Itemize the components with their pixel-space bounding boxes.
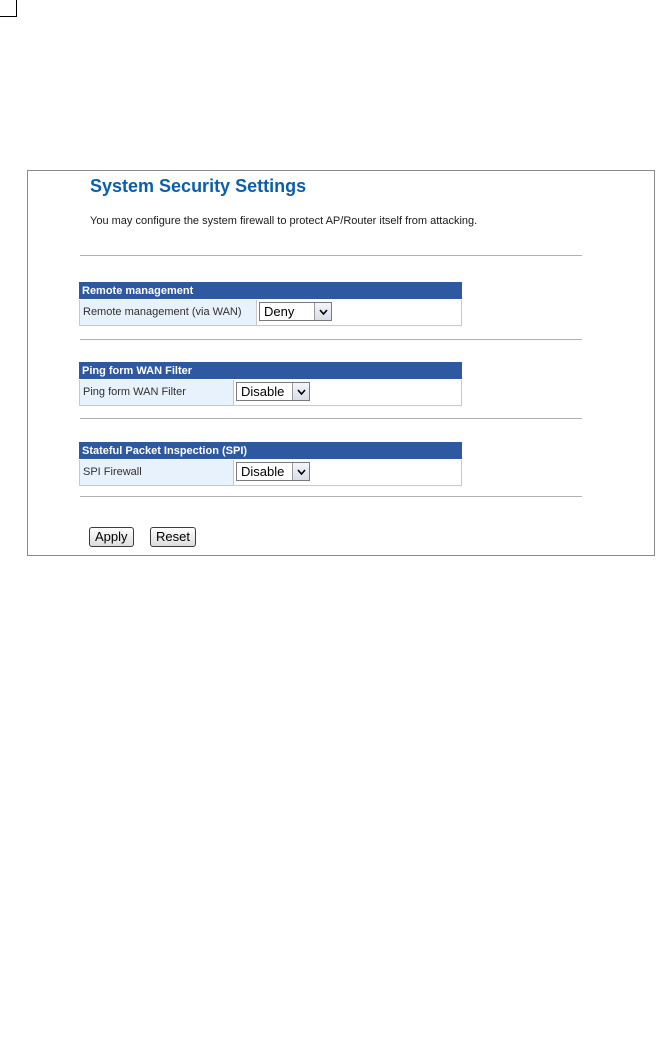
remote-management-select[interactable]: [259, 302, 332, 321]
section-header: Remote management: [79, 282, 462, 300]
remote-management-row: [79, 300, 462, 326]
screenshot-frame: [27, 170, 655, 556]
crop-mark-vertical: [16, 0, 17, 17]
chevron-down-icon[interactable]: [292, 463, 309, 480]
remote-management-section: [79, 282, 462, 326]
section-header: Ping form WAN Filter: [79, 362, 462, 380]
chevron-down-icon[interactable]: [292, 383, 309, 400]
ping-wan-filter-section: [79, 362, 462, 406]
remote-management-value-cell: [257, 300, 461, 325]
section-header: Stateful Packet Inspection (SPI): [79, 442, 462, 460]
spi-firewall-select[interactable]: [236, 462, 310, 481]
divider: [80, 339, 582, 340]
divider: [80, 255, 582, 256]
spi-firewall-value-cell: [234, 460, 461, 485]
ping-wan-filter-label: Ping form WAN Filter: [80, 380, 234, 405]
ping-wan-filter-select[interactable]: [236, 382, 310, 401]
reset-button[interactable]: Reset: [150, 527, 196, 547]
apply-button[interactable]: Apply: [89, 527, 134, 547]
remote-management-label: Remote management (via WAN): [80, 300, 257, 325]
spi-firewall-selected-value: Disable: [241, 464, 285, 479]
spi-section: [79, 442, 462, 486]
ping-wan-filter-value-cell: [234, 380, 461, 405]
divider: [80, 496, 582, 497]
divider: [80, 418, 582, 419]
page-description: You may configure the system firewall to protect AP/Router itself from attacking.: [90, 215, 478, 227]
ping-wan-filter-selected-value: Disable: [241, 384, 285, 399]
spi-firewall-label: SPI Firewall: [80, 460, 234, 485]
page-title: System Security Settings: [90, 176, 307, 196]
remote-management-selected-value: Deny: [264, 304, 295, 319]
chevron-down-icon[interactable]: [314, 303, 331, 320]
spi-firewall-row: [79, 460, 462, 486]
crop-mark-horizontal: [0, 16, 17, 17]
ping-wan-filter-row: [79, 380, 462, 406]
